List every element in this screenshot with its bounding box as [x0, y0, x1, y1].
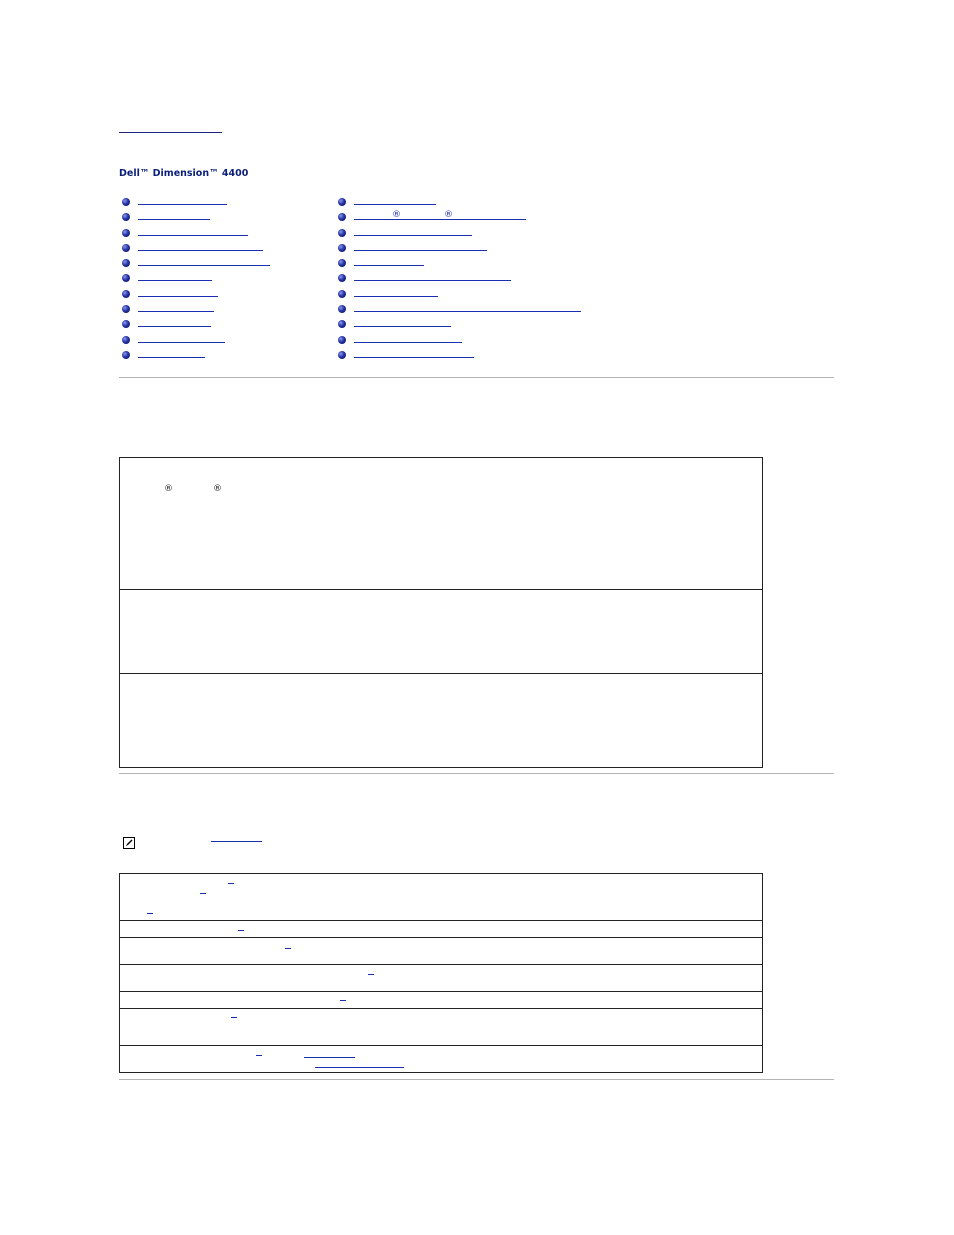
nav-link[interactable]: [354, 250, 487, 251]
nav-link[interactable]: [138, 219, 210, 220]
reference-link[interactable]: [315, 1067, 404, 1068]
bullet-icon: [338, 336, 346, 344]
table-cell: [120, 674, 763, 768]
table-cell: [120, 874, 763, 921]
info-table: [119, 457, 763, 768]
nav-link[interactable]: [138, 342, 225, 343]
bullet-icon: [122, 320, 130, 328]
nav-link[interactable]: [138, 311, 214, 312]
bullet-icon: [122, 351, 130, 359]
footnote-link[interactable]: [228, 883, 234, 884]
bullet-icon: [122, 305, 130, 313]
footnote-link[interactable]: [200, 893, 206, 894]
nav-link[interactable]: [354, 280, 511, 281]
bullet-icon: [338, 320, 346, 328]
nav-link[interactable]: [354, 265, 424, 266]
note-link[interactable]: [211, 841, 262, 842]
nav-link[interactable]: [138, 326, 211, 327]
footnote-link[interactable]: [340, 1000, 346, 1001]
bullet-icon: [338, 198, 346, 206]
footnote-link[interactable]: [285, 948, 291, 949]
nav-link[interactable]: [354, 311, 581, 312]
table-cell: [120, 992, 763, 1009]
table-cell: [120, 1046, 763, 1073]
bullet-icon: [338, 351, 346, 359]
section-divider: [119, 773, 834, 774]
note-pencil-icon: [123, 834, 135, 846]
nav-link[interactable]: [354, 342, 462, 343]
table-cell: [120, 921, 763, 938]
registered-mark: ®: [164, 484, 173, 494]
bullet-icon: [338, 244, 346, 252]
bullet-icon: [122, 198, 130, 206]
nav-link[interactable]: [138, 265, 270, 266]
bullet-icon: [122, 229, 130, 237]
nav-link[interactable]: [138, 296, 218, 297]
bullet-icon: [338, 229, 346, 237]
section-divider: [119, 1079, 834, 1080]
table-cell: [120, 590, 763, 674]
nav-link[interactable]: [354, 235, 472, 236]
nav-link[interactable]: [354, 296, 438, 297]
footnote-link[interactable]: [256, 1055, 262, 1056]
bullet-icon: [338, 274, 346, 282]
bullet-icon: [122, 274, 130, 282]
footnote-link[interactable]: [147, 913, 153, 914]
bullet-icon: [338, 213, 346, 221]
bullet-icon: [338, 305, 346, 313]
footnote-link[interactable]: [231, 1017, 237, 1018]
table-cell: [120, 458, 763, 590]
footnote-link[interactable]: [368, 974, 374, 975]
nav-link[interactable]: [354, 357, 474, 358]
table-cell: [120, 1009, 763, 1046]
table-cell: [120, 965, 763, 992]
registered-mark: ®: [444, 210, 453, 221]
nav-link[interactable]: [138, 280, 212, 281]
bullet-icon: [122, 336, 130, 344]
nav-link[interactable]: [354, 326, 451, 327]
details-table: [119, 873, 763, 1073]
nav-link[interactable]: [354, 204, 436, 205]
reference-link[interactable]: [304, 1057, 355, 1058]
nav-link[interactable]: [138, 357, 205, 358]
back-to-contents-link[interactable]: [119, 122, 222, 133]
page-title: Dell™ Dimension™ 4400: [119, 168, 249, 179]
nav-link[interactable]: [354, 219, 526, 220]
nav-link[interactable]: [138, 250, 263, 251]
bullet-icon: [338, 259, 346, 267]
bullet-icon: [122, 259, 130, 267]
bullet-icon: [122, 244, 130, 252]
nav-link[interactable]: [138, 204, 227, 205]
bullet-icon: [122, 290, 130, 298]
registered-mark: ®: [392, 210, 401, 221]
bullet-icon: [338, 290, 346, 298]
registered-mark: ®: [213, 484, 222, 494]
section-divider: [119, 377, 834, 378]
footnote-link[interactable]: [238, 930, 244, 931]
nav-link[interactable]: [138, 235, 248, 236]
table-cell: [120, 938, 763, 965]
bullet-icon: [122, 213, 130, 221]
